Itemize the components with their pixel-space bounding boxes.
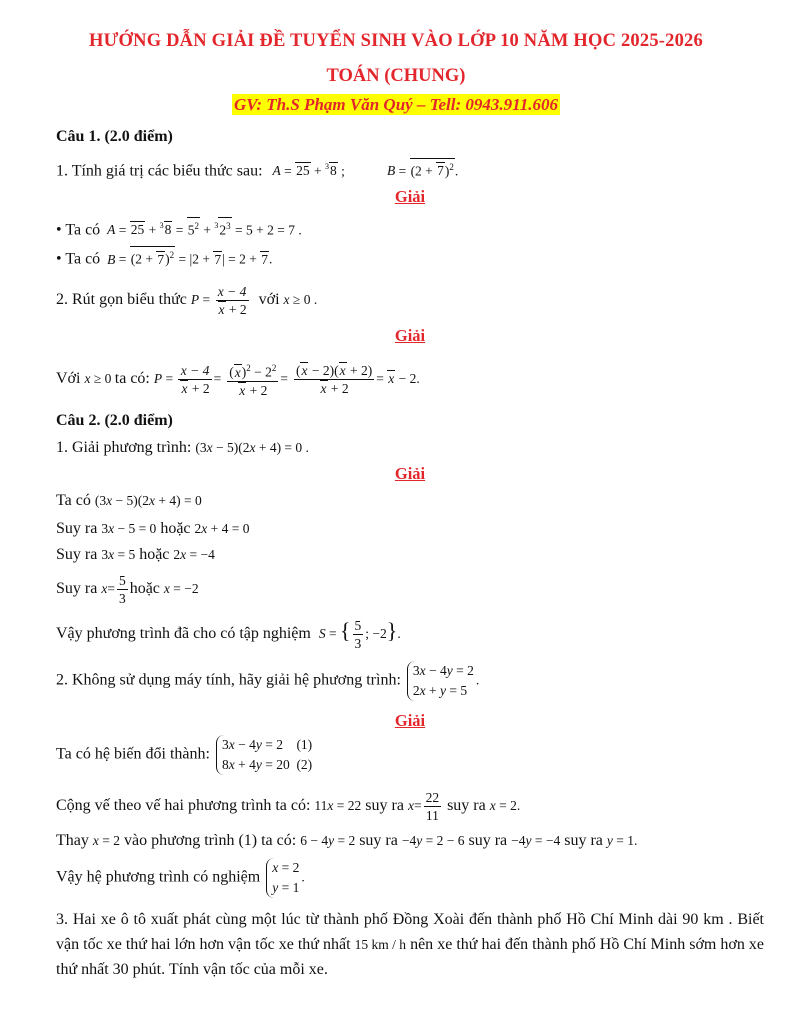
document-subject: TOÁN (CHUNG) <box>326 66 466 86</box>
q2-substitute: Thay x = 2 vào phương trình (1) ta có: 6 − 4y = 2 suy ra −4y = 2 − 6 suy ra −4y = −4 suy ra y = 1. <box>56 832 638 849</box>
q2-step-2: Suy ra 3x − 5 = 0 hoặc 2x + 4 = 0 <box>56 520 250 537</box>
q2-step-4: Suy ra x= $\frac{5}{3}$ hoặc x = −2 <box>56 573 199 606</box>
q1-part2-prompt: 2. Rút gọn biểu thức P = $\frac{x - 4}{x + 2}$ với x ≥ 0 . <box>56 284 318 317</box>
q2-step-1: Ta có (3x − 5)(2x + 4) = 0 <box>56 492 202 509</box>
q1-part2-solution: Với x ≥ 0 ta có: P = $\frac{x - 4}{x + 2}$ = $\frac{(x)^2 - 2^2}{x + 2}$ = $\frac{(x - 2)(x + 2)}{x + 2}$ = x − 2. <box>56 360 420 399</box>
q2-system-transform: Ta có hệ biến đổi thành: 3x − 4y = 2 (1) 8x + 4y = 20 (2) <box>56 735 314 775</box>
question-1-heading: Câu 1. (2.0 điểm) <box>56 128 173 145</box>
solution-label: Giải <box>394 326 426 345</box>
q2-add-equations: Cộng vế theo vế hai phương trình ta có: 11x = 22 suy ra x= $\frac{22}{11}$ suy ra x = 2. <box>56 790 521 823</box>
solution-label: Giải <box>394 187 426 206</box>
solution-label: Giải <box>394 711 426 730</box>
q2-part1-prompt: 1. Giải phương trình: (3x − 5)(2x + 4) = 0 . <box>56 439 309 456</box>
document-title: HƯỚNG DẪN GIẢI ĐỀ TUYỂN SINH VÀO LỚP 10 NĂM HỌC 2025-2026 <box>89 31 703 51</box>
q1-part1-prompt: 1. Tính giá trị các biểu thức sau: A = 25 + $^3$8 ; $B = (2 + 7)^2$. <box>56 157 458 181</box>
q2-conclusion: Vậy phương trình đã cho có tập nghiệm S = { $\frac{5}{3}$ ; −2}. <box>56 618 401 651</box>
q1-bullet-2: • Ta có $B = (2 + 7)^2 = |2 + 7| = 2 + 7$. <box>56 246 272 270</box>
question-2-heading: Câu 2. (2.0 điểm) <box>56 412 173 429</box>
q2-system-conclusion: Vậy hệ phương trình có nghiệm x = 2 y = 1 . <box>56 858 305 898</box>
q1-bullet-1: • Ta có $A = 25 + ^38 = 5^2 + ^32^3 = 5 + 2 = 7$ . <box>56 216 302 240</box>
q2-part3-problem: 3. Hai xe ô tô xuất phát cùng một lúc từ thành phố Đồng Xoài đến thành phố Hồ Chí Minh dài 90 km . Biết vận tốc xe thứ hai lớn hơn vận tốc xe thứ nhất 15 km / h nên xe thứ hai đến thành phố Hồ Chí Minh sớm hơn xe thứ nhất 30 phút. Tính vận tốc của mỗi xe. <box>56 911 764 978</box>
q2-part2-prompt: 2. Không sử dụng máy tính, hãy giải hệ phương trình: 3x − 4y = 2 2x + y = 5 . <box>56 661 479 701</box>
q2-step-3: Suy ra 3x = 5 hoặc 2x = −4 <box>56 546 215 563</box>
solution-label: Giải <box>394 464 426 483</box>
teacher-info: GV: Th.S Phạm Văn Quý – Tell: 0943.911.606 <box>234 95 558 114</box>
